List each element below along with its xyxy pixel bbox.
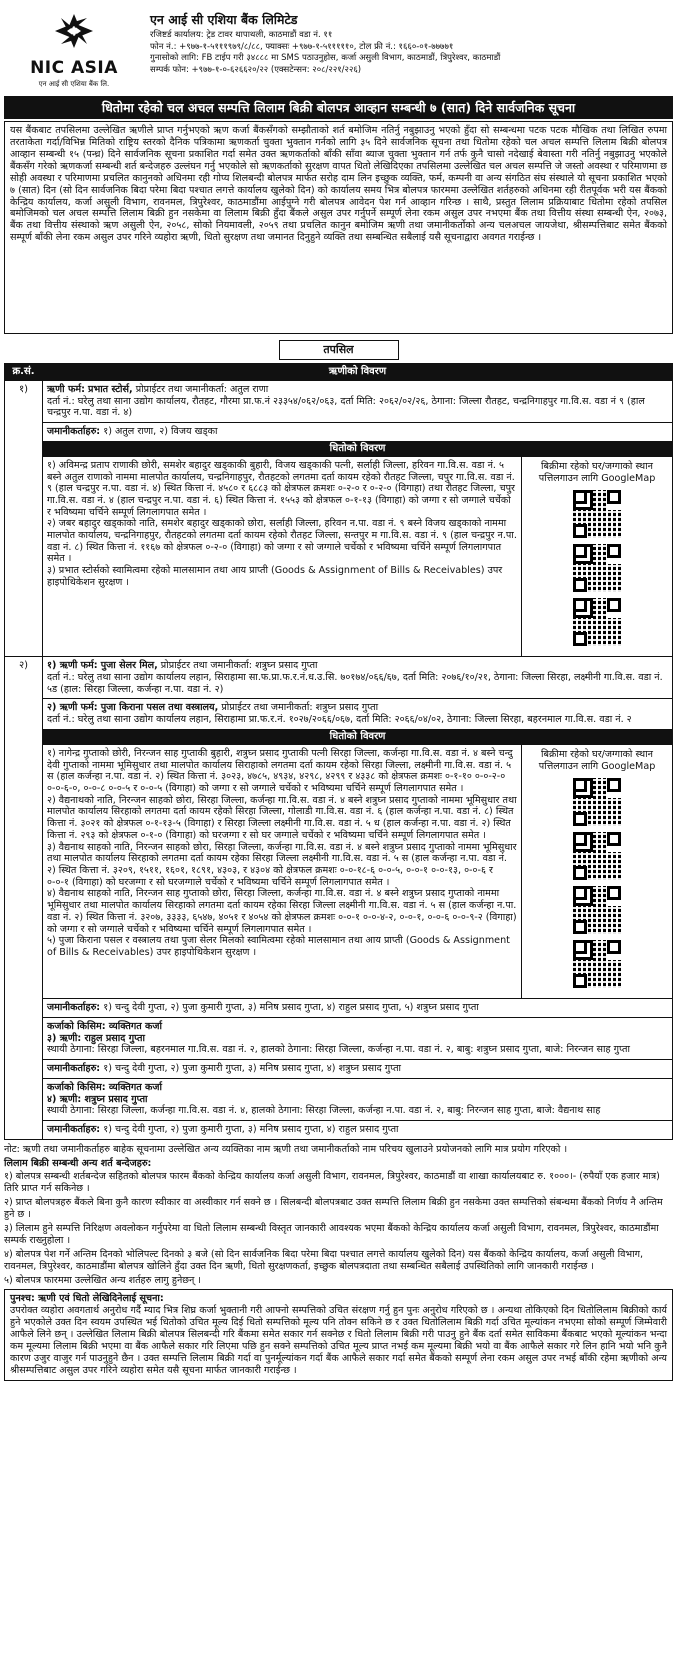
guarantor-list: १) अतुल राणा, २) विजय खड्का: [103, 425, 218, 437]
collateral-heading: धितोको विवरण: [43, 441, 672, 457]
borrower-label: १) ऋणी फर्म:: [47, 660, 98, 672]
qr-code-icon[interactable]: [573, 778, 621, 826]
loan-block: [43, 1017, 672, 1059]
collateral-item: ३) प्रभात स्टोर्सको स्वामित्वमा रहेको मालसामान तथा आय प्राप्ती (Goods & Assignment of Bills & Receivables) उपर हाइपोथिकेशन सुरक्षण ।: [47, 565, 503, 588]
borrower-name: पुजा सेलर मिल,: [100, 660, 158, 672]
collateral-item: २) वैद्यनाथको नाति, निरन्जन साहको छोरा, सिरहा जिल्ला, कर्जन्हा गा.वि.स. वडा नं. ४ बस्ने शत्रुघ्न प्रसाद गुप्ताको नाममा भूमिसुधार तथा मालपोत कार्यालय सिरहाको लगतमा दर्ता कायम रहेको सिरहा जिल्ला, गोलाडी गा.वि.स. वडा नं. ६ (हाल कर्जन्हा न.पा. वडा नं. ८) स्थित कित्ता नं. ३०२१ को क्षेत्रफल ०-१-१३-५ (विगाहा) र सिरहा जिल्ला लक्ष्मीनी गा.वि.स. वडा नं. ५ ध (हाल कर्जन्हा न.पा. वडा नं. २) स्थित कित्ता नं. २९३ को क्षेत्रफल ०-१-० (विगाहा) को घरजग्गा र सो घर जग्गाले चर्चेको र भविष्यमा चर्चिने सम्पूर्ण लिगलागपात समेत ।: [47, 794, 517, 841]
condition-item: २) प्राप्त बोलपत्रहरु बैंकले बिना कुनै कारण स्वीकार वा अस्वीकार गर्न सक्ने छ । सिलबन्दी बोलपत्रबाट उक्त सम्पत्ति लिलाम बिक्री हुन नसकेमा उक्त सम्पत्तिको संबन्धमा बैंकको निर्णय नै अन्तिम हुने छ ।: [4, 1197, 663, 1221]
qr-code-icon[interactable]: [573, 490, 621, 538]
guarantor-list: १) चन्दु देवी गुप्ता, २) पुजा कुमारी गुप्ता, ३) मनिष प्रसाद गुप्ता, ४) राहुल प्रसाद गुप्ता, ५) शत्रुघ्न प्रसाद गुप्ता: [103, 1002, 479, 1014]
collateral-row: [43, 745, 672, 998]
loan-address: स्थायी ठेगाना: सिरहा जिल्ला, बहरनमाल गा.वि.स. वडा नं. २, हालको ठेगाना: सिरहा जिल्ला, कर्जन्हा न.पा. वडा नं. २, बाबु: शत्रुघ्न प्रसाद गुप्ता, बाजे: निरन्जन साह गुप्ता: [47, 1044, 630, 1056]
guarantor-label: जमानीकर्ताहरु:: [47, 1002, 101, 1014]
collateral-row: [43, 457, 672, 656]
notice-title: धितोमा रहेको चल अचल सम्पत्ति लिलाम बिक्री बोलपत्र आव्हान सम्बन्धी ७ (सात) दिने सार्वजनिक सूचना: [4, 96, 673, 119]
map-label: बिक्रीमा रहेको घर/जग्गाको स्थान पत्तिलगाउन लागि GoogleMap: [538, 460, 656, 484]
intro-paragraph: यस बैंकबाट तपसिलमा उल्लेखित ऋणीले प्राप्त गर्नुभएको ऋण कर्जा बैंकसँगको सम्झौताको शर्त बमोजिम नतिर्नु नबुझाउनु भएको हुँदा सो सम्बन्धमा पटक पटक मौखिक तथा लिखित रुपमा तरताकेता गर्दा/विभिन्न मितिको राष्ट्रिय स्तरको दैनिक पत्रिकामा ऋणकर्ता चुक्ता भुक्तान गर्नको लागि ३५ दिने सार्वजनिक सूचना तथा धितोमा रहेको चल अचल सम्पत्ति लिलाम बिक्री बोलपत्र आव्हान सम्बन्धी १५ (पन्ध्र) दिने सार्वजनिक सूचना प्रकाशित गर्दा समेत उक्त ऋणकर्ताको बाँकी साँवा ब्याज चुक्ता भुक्तान गर्न तर्फ कुनै चासो नदेखाई बेवास्ता गरी नतिर्नु नबुझाउनु भएकोले बैंकसँग गरेको ऋणकर्जा सम्बन्धी शर्त बन्देजहरु उल्लंघन गर्नु भएकोले सो ऋणकर्ताको सुरक्षण वापत धितो लेखिदिएका तपसिलमा उल्लेखित चल अचल सम्पत्ति जे जस्तो अवस्था र परिमाणमा छ सोही अवस्था र परिमाणमा प्रचलित कानुनको अधिनमा रही गोप्य शिलबन्दी बोलपत्र मार्फत सरोह दाम लिन इच्छुक व्यक्ति, फर्म, कम्पनी वा अन्य संगठित संघ संस्थाले यो सूचना प्रकाशित भएको ७ (सात) दिन (सो दिन सार्वजनिक बिदा परेमा बिदा पश्चात लगत्ते कार्यालय खुलेको दिन) को कार्यालय समय भित्र बोलपत्र फारममा उल्लेखित शर्तहरुको अधिनमा रही रीतपूर्वक भरी यस बैंकको केन्द्रिय कार्यालय, कर्जा असुली विभाग, रावनमल, त्रिपुरेश्वर, काठमाडौंमा आईपुग्ने गरी बोलपत्र आवेदन पेश गर्न आव्हान गरिन्छ । साथै, प्रस्तुत लिलाम प्रक्रियाबाट धितोमा रहेको तपसिल बमोजिमको चल अचल सम्पत्ति लिलाम बिक्री हुन नसकेमा वा लिलाम बिक्री हुँदा बैंकले असुल उपर गर्नुपर्ने सम्पूर्ण लेना रकम असुल उपर नभएमा बैंक तथा वित्तीय संस्था सम्बन्धी ऐन, २०७३, बैंक तथा वित्तीय संस्थाको ऋण असुली ऐन, २०५८, सोको नियमावली, २०५९ तथा प्रचलित कानुन बमोजिम ऋणी तथा जमानीकर्तोको अन्य चलअचल जायजेथा, श्रीसम्पत्तिबाट समेत बैंकको सम्पूर्ण बाँकी लेना रकम असुल उपर गरिने व्यहोरा ऋणी, धितो सुरक्षण तथा जमानत दिनुहुने व्यक्ति तथा सम्बन्धित सबैलाई यसै सूचनाद्वारा अवगत गराईन्छ ।: [4, 121, 673, 334]
tapasil-heading: तपसिल: [279, 340, 399, 359]
collateral-item: ४) वैद्यनाथ साहको नाति, निरन्जन साह गुप्ताको छोरा, सिरहा जिल्ला, कर्जन्हा गा.वि.स. वडा नं. ४ बस्ने शत्रुघ्न प्रसाद गुप्ताको नाममा भूमिसुधार तथा मालपोत कार्यालय सिरहाको लगतमा दर्ता कायम रहेका सिरहा जिल्ला लक्ष्मीनी गा.वि.स. वडा नं. ५ स (हाल कर्जन्हा न.पा. वडा नं. २) स्थित कित्ता नं. ३२०७, ३३३३, ६५४७, ४०५१ र ४०५४ को क्षेत्रफल क्रमशः ०-०-१ ०-०-४-२, ०-०-१, ०-०-६ ०-०-९-२ (विगाहा) को जग्गा र सो जग्गाले चर्चेको र भविष्यमा चर्चिने सम्पूर्ण लिगलागपात समेत ।: [47, 888, 517, 935]
header-line: रजिष्टर्ड कार्यालय: ट्रेड टावर थापाथली, काठमाडौं वडा नं. ११: [150, 30, 333, 41]
qr-code-icon[interactable]: [573, 598, 621, 646]
details-table: [4, 363, 673, 1140]
borrower-text: दर्ता नं.: घरेलु तथा साना उद्योग कार्यालय लहान, सिराहामा सा.फ.प्रा.फ.र.नं.ध.उ.सि. ७०१७४/०६६/६७, दर्ता मिति: २०७६/१०/२१, ठेगाना: जिल्ला सिरहा, लक्ष्मीनी गा.वि.स. वडा नं. ५ड (हाल: सिरहा जिल्ला, कर्जन्हा न.पा. वडा नं. २): [47, 671, 663, 695]
loan-type: कर्जाको किसिम: व्यक्तिगत कर्जा: [47, 1081, 163, 1093]
final-title: पुनश्च: ऋणी एवं धितो लेखिदिनेलाई सूचना:: [10, 1293, 164, 1305]
condition-item: १) बोलपत्र सम्बन्धी शर्तबन्देज सहितको बोलपत्र फारम बैंकको केन्द्रिय कार्यालय कर्जा असुली विभाग, रावनमल, त्रिपुरेश्वर, काठमाडौं वा शाखा कार्यालयबाट रु. १०००।- (रुपैयाँ एक हजार मात्र) तिरि प्राप्त गर्न सकिनेछ ।: [4, 1171, 660, 1195]
guarantor-list: १) चन्दु देवी गुप्ता, २) पुजा कुमारी गुप्ता, ३) मनिष प्रसाद गुप्ता, ४) शत्रुघ्न प्रसाद गुप्ता: [103, 1063, 402, 1075]
guarantor-label: जमानीकर्ताहरु:: [47, 1123, 101, 1135]
collateral-item: ५) पुजा किराना पसल र वस्त्रालय तथा पुजा सेलर मिलको स्वामित्वमा रहेको मालसामान तथा आय प्राप्ती (Goods & Assignment of Bills & Receivables) उपर हाइपोथिकेशन सुरक्षण ।: [47, 935, 510, 958]
collateral-list: [43, 457, 522, 656]
final-notice: [4, 1289, 673, 1380]
collateral-item: २) जबर बहादुर खड्काको नाति, समशेर बहादुर खड्काको छोरा, सर्लाही जिल्ला, हरिवन न.पा. वडा नं. ९ बस्ने विजय खड्काको नाममा मालपोत कार्यालय, चन्द्रनिगाहपुर, रौतहटको लगतमा दर्ता कायम रहेको रौतहट जिल्ला, सन्तपुर म गा.वि.स. वडा नं. ९ (हाल चन्द्रपुर न.पा. वडा नं. ८) स्थित कित्ता नं. ११६७ को क्षेत्रफल ०-२-० (विगाहा) को जग्गा र सो जग्गाले चर्चेको र भविष्यमा चर्चिने सम्पूर्ण लिगलागपात समेत ।: [47, 518, 517, 565]
bank-name: एन आई सी एशिया बैंक लिमिटेड: [150, 12, 298, 27]
entry-row: [5, 380, 673, 656]
collateral-list: [43, 745, 522, 998]
borrower-rest: प्रोप्राईटर तथा जमानीकर्ता: शत्रुघ्न प्रसाद गुप्ता: [160, 660, 318, 672]
borrower-block: [43, 381, 672, 422]
loan-block: [43, 1078, 672, 1120]
loan-borrower: ४) ऋणी: शत्रुघ्न प्रसाद गुप्ता: [47, 1093, 148, 1105]
brand-name: NIC ASIA: [30, 57, 118, 78]
guarantor-line: [43, 1059, 672, 1078]
condition-item: ५) बोलपत्र फारममा उल्लेखित अन्य शर्तहरु लागु हुनेछन् ।: [4, 1274, 202, 1286]
qr-code-icon[interactable]: [573, 940, 621, 988]
borrower-rest: प्रोप्राईटर तथा जमानीकर्ता: शत्रुघ्न प्रसाद गुप्ता: [221, 702, 379, 714]
borrower-label: ऋणी फर्म:: [47, 383, 85, 395]
entry-row: [5, 657, 673, 1139]
borrower-block: [43, 657, 672, 698]
final-text: उपरोक्त व्यहोरा अवगतार्थ अनुरोध गर्दै म्याद भित्र शिघ्र कर्जा भुक्तानी गरी आफ्नो सम्पत्तिको उचित संरक्षण गर्नु हुन पुनः अनुरोध गरिएको छ । अन्यथा तोकिएको दिन धितोलिलाम बिक्रीको कार्य हुने भएकोले उक्त दिन स्वयम उपस्थित भई धितोको उचित मूल्य दिई धितो सम्पत्तिको मूल्य पनि तोक्न सकिने छ र उक्त धितोलिलाम बिक्री गर्दा उचित मूल्यांकन नभएमा सोको सम्पूर्ण जिम्मेवारी आफैले लिने छन् । उल्लेखित लिलाम बिक्री बोलपत्र सिलबन्दी गरि बैंकमा समेत सकार गर्न सक्नेछ र धितो लिलाम बिक्री गरी पाउनु हुने बैंक दर्ता समेत साविकमा बैंकबाट भएको मूल्यांकन भन्दा कम मूल्यमा लिलाम बिक्री भएमा वा बैंक आफैले सकार गरि लिएमा पछि हुन सक्ने सम्पत्तिको उचित मूल्य प्राप्त नभई कम मूल्यमा बिक्री भयो वा बैंक आफैले सकार गरे लिन हानि भयो भनि कुनै कारण उजुर वाजुर गर्न पाउनुहुने छैन । उक्त सम्पत्ति लिलाम बिक्री गर्दा वा पुनर्मूल्यांकन गर्दा बैंक आफैले सकार गर्दा समेत बैंकको सम्पूर्ण लेना रकम असुल उपर नभई बाँकी रहेमा ऋणीको अन्य श्रीसम्पत्तिबाट असुल उपर गरिने व्यहोरा समेत यसै सूचना मार्फत जानकारी गराईन्छ ।: [10, 1305, 667, 1376]
detail-header: ऋणीको विवरण: [43, 363, 673, 380]
borrower-text: दर्ता नं.: घरेलु तथा साना उद्योग कार्यालय लहान, सिराहामा प्रा.फ.र.नं. १०२७/२०६६/०६७, दर्ता मिति: २०६६/०४/०२, ठेगाना: जिल्ला सिरहा, बहरनमाल गा.वि.स. वडा नं. २: [47, 714, 632, 726]
entry-sn: १): [5, 380, 43, 656]
condition-item: ३) लिलाम हुने सम्पत्ति निरिक्षण अवलोकन गर्नुपरेमा वा धितो लिलाम सम्बन्धी विस्तृत जानकारी आवश्यक भएमा बैंकको केन्द्रिय कार्यालय कर्जा असुली विभाग, रावनमल, त्रिपुरेश्वर, काठमाडौंमा सम्पर्क राख्नुहोला ।: [4, 1223, 659, 1246]
loan-type: कर्जाको किसिम: व्यक्तिगत कर्जा: [47, 1021, 163, 1033]
collateral-item: १) नागेन्द्र गुप्ताको छोरी, निरन्जन साह गुप्ताकी बुहारी, शत्रुघ्न प्रसाद गुप्ताकी पत्नी सिरहा जिल्ला, कर्जन्हा गा.वि.स. वडा नं. ४ बस्ने चन्दु देवी गुप्ताको नाममा भूमिसुधार तथा मालपोत कार्यालय सिराहाको लगतमा दर्ता कायम रहेको सिरहा जिल्ला, लक्ष्मीनी गा.वि.स. वडा नं. ५ स (हाल कर्जन्हा न.पा. वडा नं. २) स्थित कित्ता नं. ३०२३, ४७८५, ४९३४, ४२९८, ४२९९ र ४३३८ को क्षेत्रफल क्रमशः ०-१-१० ०-०-२-० ०-०-६-०, ०-०-८ ०-०-५ र ०-०-५ (विगाहा) को जग्गा र सो जग्गाले चर्चेको र भविष्यमा चर्चिने सम्पूर्ण लिगलागपात समेत ।: [47, 747, 513, 795]
map-label: बिक्रीमा रहेको घर/जग्गाको स्थान पत्तिलगाउन लागि GoogleMap: [538, 748, 656, 772]
qr-code-icon[interactable]: [573, 544, 621, 592]
guarantor-label: जमानीकर्ताहरु:: [47, 425, 101, 437]
header-line: सम्पर्क फोन: +९७७-१-०-६२६६२०/२२ (एक्सटेन्सन: २०८/२२१/२२६): [150, 64, 362, 75]
header-line: फोन नं.: +९७७-१-५१११९७९/८/८८, फ्याक्सः +९७७-१-५१११११०, टोल फ्री नं.: १६६०-०१-७७७७१: [150, 41, 454, 52]
guarantor-list: १) चन्दु देवी गुप्ता, २) पुजा कुमारी गुप्ता, ३) मनिष प्रसाद गुप्ता, ४) राहुल प्रसाद गुप्ता: [103, 1123, 399, 1135]
qr-code-icon[interactable]: [573, 832, 621, 880]
guarantor-line: [43, 1120, 672, 1139]
collateral-item: ३) वैद्यनाथ साहको नाति, निरन्जन साहको छोरा, सिरहा जिल्ला, कर्जन्हा गा.वि.स. वडा नं. ४ बस्ने शत्रुघ्न प्रसाद गुप्ताको नाममा भूमिसुधार तथा मालपोत कार्यालय सिरहाको लगतमा दर्ता कायम रहेका सिरहा जिल्ला लक्ष्मीनी गा.वि.स. वडा नं. ५ स (हाल कर्जन्हा न.पा. वडा नं. २) स्थित कित्ता नं. ३२०९, १५११, १६०१, १८९१, ४३०३, र ४३०४ को क्षेत्रफल क्रमशः ०-०-१८-६ ०-०-५, ०-०-१ ०-०-१३, ०-०-६ र ०-०-१ (विगाहा) को घरजग्गा र सो घरजग्गाले चर्चेको र भविष्यमा चर्चिने सम्पूर्ण लिगलागपात समेत ।: [47, 841, 517, 888]
brand-subtitle: एन आई सी एशिया बैंक लि.: [38, 80, 110, 89]
loan-borrower: ३) ऋणी: राहुल प्रसाद गुप्ता: [47, 1032, 146, 1044]
collateral-item: १) अविमन्द्र प्रताप राणाकी छोरी, समशेर बहादुर खड्काकी बुहारी, विजय खड्काकी पत्नी, सर्लाही जिल्ला, हरिवन गा.वि.स. वडा नं. ५ बस्ने अतुल राणाको नाममा मालपोत कार्यालय, चन्द्रनिगाहपुर, रौतहटको लगतमा दर्ता कायम रहेको रौतहट जिल्ला, चपुर गा.वि.स. वडा नं. ९ (हाल चन्द्रपुर न.पा. वडा नं. ४) स्थित कित्ता नं. ४५८० र ६८८३ को क्षेत्रफल क्रमशः ०-२-० र ०-२-० (विगाहा) तथा रौतहट जिल्ला, चपुर गा.वि.स. वडा नं. ४ (हाल चन्द्रपुर न.पा. वडा नं. ६) स्थित कित्ता नं. १५५३ को क्षेत्रफल ०-१-१३ (विगाहा) को जग्गा र सो जग्गाले चर्चेको र भविष्यमा चर्चिने सम्पूर्ण लिगलागपात समेत ।: [47, 459, 515, 518]
borrower-text: दर्ता नं.: घरेलु तथा साना उद्योग कार्यालय, रौतहट, गौरमा प्रा.फ.नं २३३५४/०६२/०६३, दर्ता मिति: २०६२/०२/२६, ठेगाना: जिल्ला रौतहट, चन्द्रनिगाहपुर गा.वि.स. वडा नं ९ (हाल चन्द्रपुर न.पा. वडा नं. ४): [47, 395, 645, 419]
condition-item: ४) बोलपत्र पेश गर्ने अन्तिम दिनको भोलिपल्ट दिनको ३ बजे (सो दिन सार्वजनिक बिदा परेमा बिदा पश्चात लगत्ते कार्यालय खुलेको दिन) यस बैंकको केन्द्रिय कार्यालय, कर्जा असुली विभाग, रावनमल, त्रिपुरेश्वर, काठमाडौंमा बोलपत्र खोलिने हुँदा उक्त दिन ऋणी, धितो सुरक्षणकर्ता, इच्छुक बोलपत्रदाता तथा सम्बन्धित सबैलाई उपस्थितिको लागि जानकारी गराईन्छ ।: [4, 1248, 644, 1272]
borrower-block: [43, 698, 672, 728]
notes-section: [4, 1144, 673, 1287]
map-column: [522, 745, 672, 998]
borrower-rest: प्रोप्राईटर तथा जमानीकर्ता: अतुल राणा: [135, 383, 269, 395]
borrower-label: २) ऋणी फर्म:: [47, 702, 98, 714]
loan-address: स्थायी ठेगाना: सिरहा जिल्ला, कर्जन्हा गा.वि.स. वडा नं. ४, हालको ठेगाना: सिरहा जिल्ला, कर्जन्हा न.पा. वडा नं. २, बाबु: निरन्जन साह गुप्ता, बाजे: वैद्यनाथ साह: [47, 1105, 601, 1117]
nic-asia-logo-icon: [53, 12, 95, 50]
note-text: नोट: ऋणी तथा जमानीकर्ताहरु बाहेक सूचनामा उल्लेखित अन्य व्यक्तिका नाम ऋणी तथा जमानीकर्ताको नाम परिचय खुलाउने प्रयोजनको लागि मात्र प्रयोग गरिएको ।: [4, 1143, 568, 1155]
entry-sn: २): [5, 657, 43, 1139]
guarantor-label: जमानीकर्ताहरु:: [47, 1063, 101, 1075]
collateral-heading: धितोको विवरण: [43, 729, 672, 745]
guarantor-line: [43, 998, 672, 1017]
map-column: [522, 457, 672, 656]
conditions-title: लिलाम बिक्री सम्बन्धी अन्य शर्त बन्देजहरु:: [4, 1157, 152, 1169]
sn-header: क्र.सं.: [5, 363, 43, 380]
header-info: [144, 6, 673, 92]
borrower-name: पुजा किराना पसल तथा वस्त्रालय,: [100, 702, 219, 714]
borrower-name: प्रभात स्टोर्स,: [87, 383, 133, 395]
bank-logo: [4, 6, 144, 92]
header-line: गुनासोको लागि: FB टाईप गरी ३४८८८ मा SMS पठाउनुहोस, कर्जा असुली विभाग, काठमाडौं, त्रिपुरेश्वर, काठमाडौं: [150, 53, 501, 64]
qr-code-icon[interactable]: [573, 886, 621, 934]
header: [4, 6, 673, 92]
guarantor-line: [43, 422, 672, 441]
